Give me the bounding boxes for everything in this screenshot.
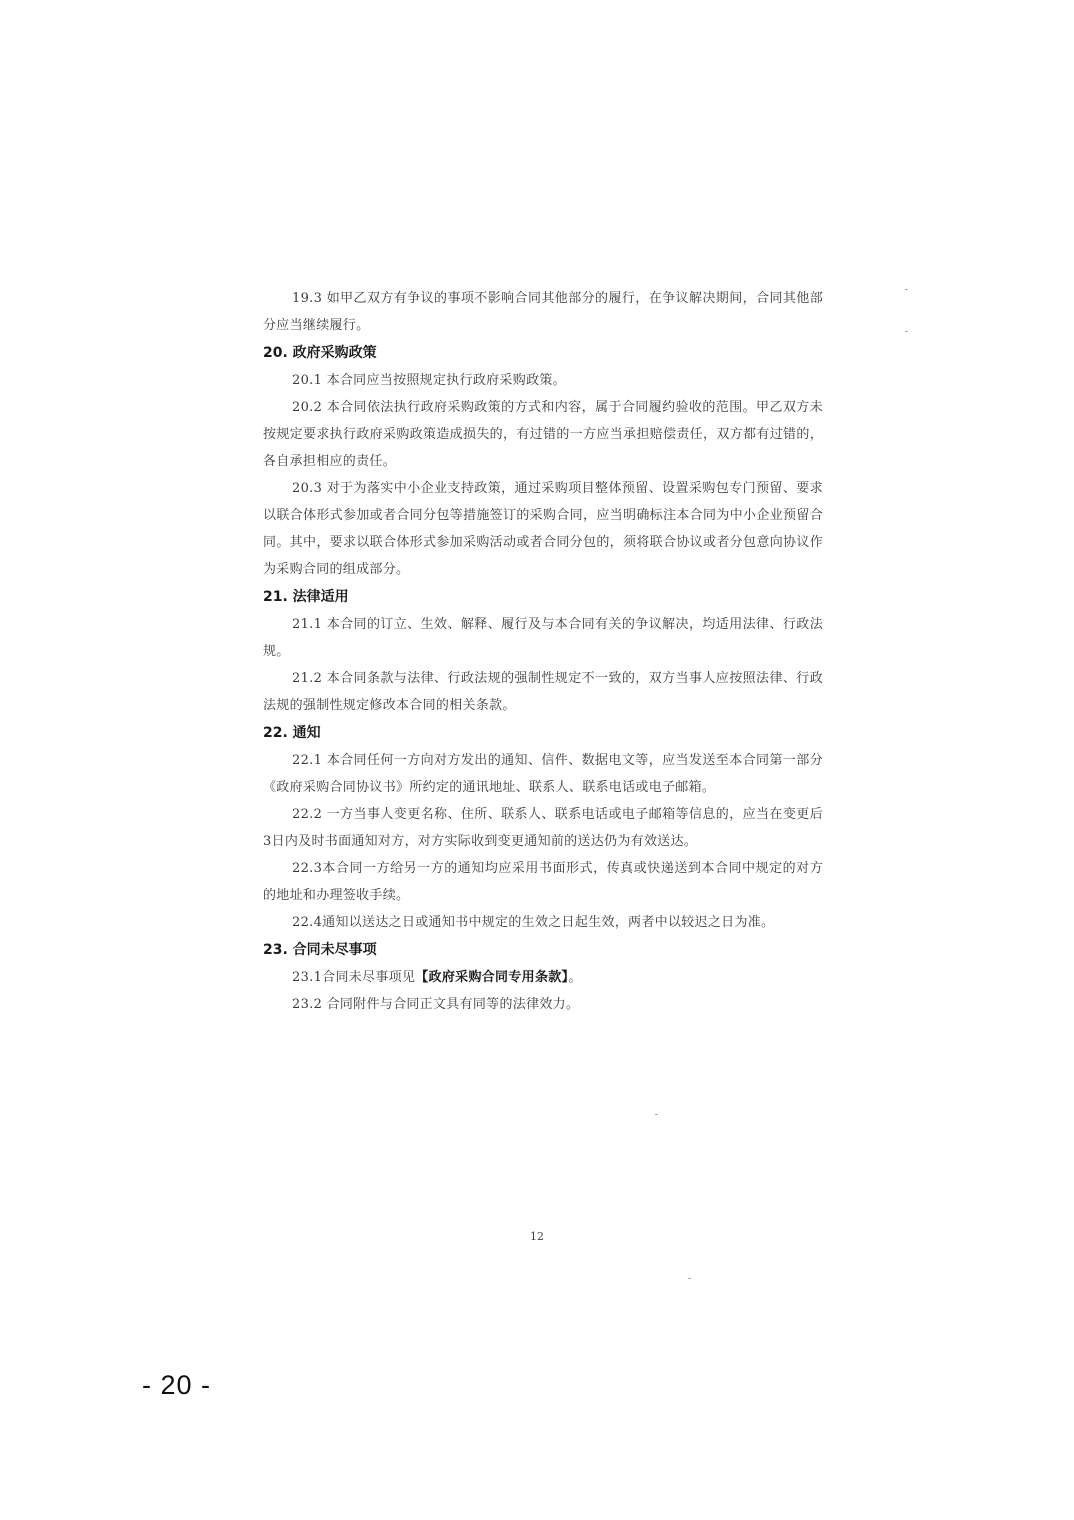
clause-22-2: 22.2 一方当事人变更名称、住所、联系人、联系电话或电子邮箱等信息的，应当在变更后3日内及时书面通知对方，对方实际收到变更通知前的送达仍为有效送达。 bbox=[263, 807, 823, 849]
section-23-heading: 23. 合同未尽事项 bbox=[263, 942, 377, 958]
clause-23-1-reference: 【政府采购合同专用条款】 bbox=[415, 970, 569, 985]
clause-20-2: 20.2 本合同依法执行政府采购政策的方式和内容，属于合同履约验收的范围。甲乙双方未按规定要求执行政府采购政策造成损失的，有过错的一方应当承担赔偿责任，双方都有过错的，各自承担相应的责任。 bbox=[263, 400, 823, 469]
section-21-heading: 21. 法律适用 bbox=[263, 589, 349, 605]
clause-23-2: 23.2 合同附件与合同正文具有同等的法律效力。 bbox=[292, 997, 580, 1012]
scan-speck bbox=[688, 1278, 691, 1279]
clause-23-1-text: 23.1合同未尽事项见 bbox=[292, 970, 416, 985]
scan-speck bbox=[905, 289, 908, 290]
clause-19-3: 19.3 如甲乙双方有争议的事项不影响合同其他部分的履行，在争议解决期间，合同其他部分应当继续履行。 bbox=[263, 291, 823, 333]
clause-20-3: 20.3 对于为落实中小企业支持政策，通过采购项目整体预留、设置采购包专门预留、要求以联合体形式参加或者合同分包等措施签订的采购合同，应当明确标注本合同为中小企业预留合同。其中，要求以联合体形式参加采购活动或者合同分包的，须将联合协议或者分包意向协议作为采购合同的组成部分。 bbox=[263, 481, 823, 577]
clause-21-1: 21.1 本合同的订立、生效、解释、履行及与本合同有关的争议解决，均适用法律、行政法规。 bbox=[263, 617, 823, 659]
inner-page-number: 12 bbox=[530, 1230, 544, 1243]
clause-20-1: 20.1 本合同应当按照规定执行政府采购政策。 bbox=[292, 373, 566, 388]
clause-21-2: 21.2 本合同条款与法律、行政法规的强制性规定不一致的，双方当事人应按照法律、行政法规的强制性规定修改本合同的相关条款。 bbox=[263, 671, 823, 713]
clause-23-1 bbox=[263, 964, 823, 991]
scan-speck bbox=[905, 331, 908, 332]
section-20-heading: 20. 政府采购政策 bbox=[263, 345, 377, 361]
clause-22-4: 22.4通知以送达之日或通知书中规定的生效之日起生效，两者中以较迟之日为准。 bbox=[292, 915, 775, 930]
footer-page-number: - 20 - bbox=[142, 1370, 212, 1400]
clause-22-3: 22.3本合同一方给另一方的通知均应采用书面形式，传真或快递送到本合同中规定的对方的地址和办理签收手续。 bbox=[263, 861, 823, 903]
scan-speck bbox=[655, 1114, 658, 1115]
clause-23-1-end: 。 bbox=[568, 970, 582, 985]
section-22-heading: 22. 通知 bbox=[263, 725, 321, 741]
clause-22-1: 22.1 本合同任何一方向对方发出的通知、信件、数据电文等，应当发送至本合同第一部分《政府采购合同协议书》所约定的通讯地址、联系人、联系电话或电子邮箱。 bbox=[263, 753, 823, 795]
contract-text bbox=[263, 285, 823, 1018]
